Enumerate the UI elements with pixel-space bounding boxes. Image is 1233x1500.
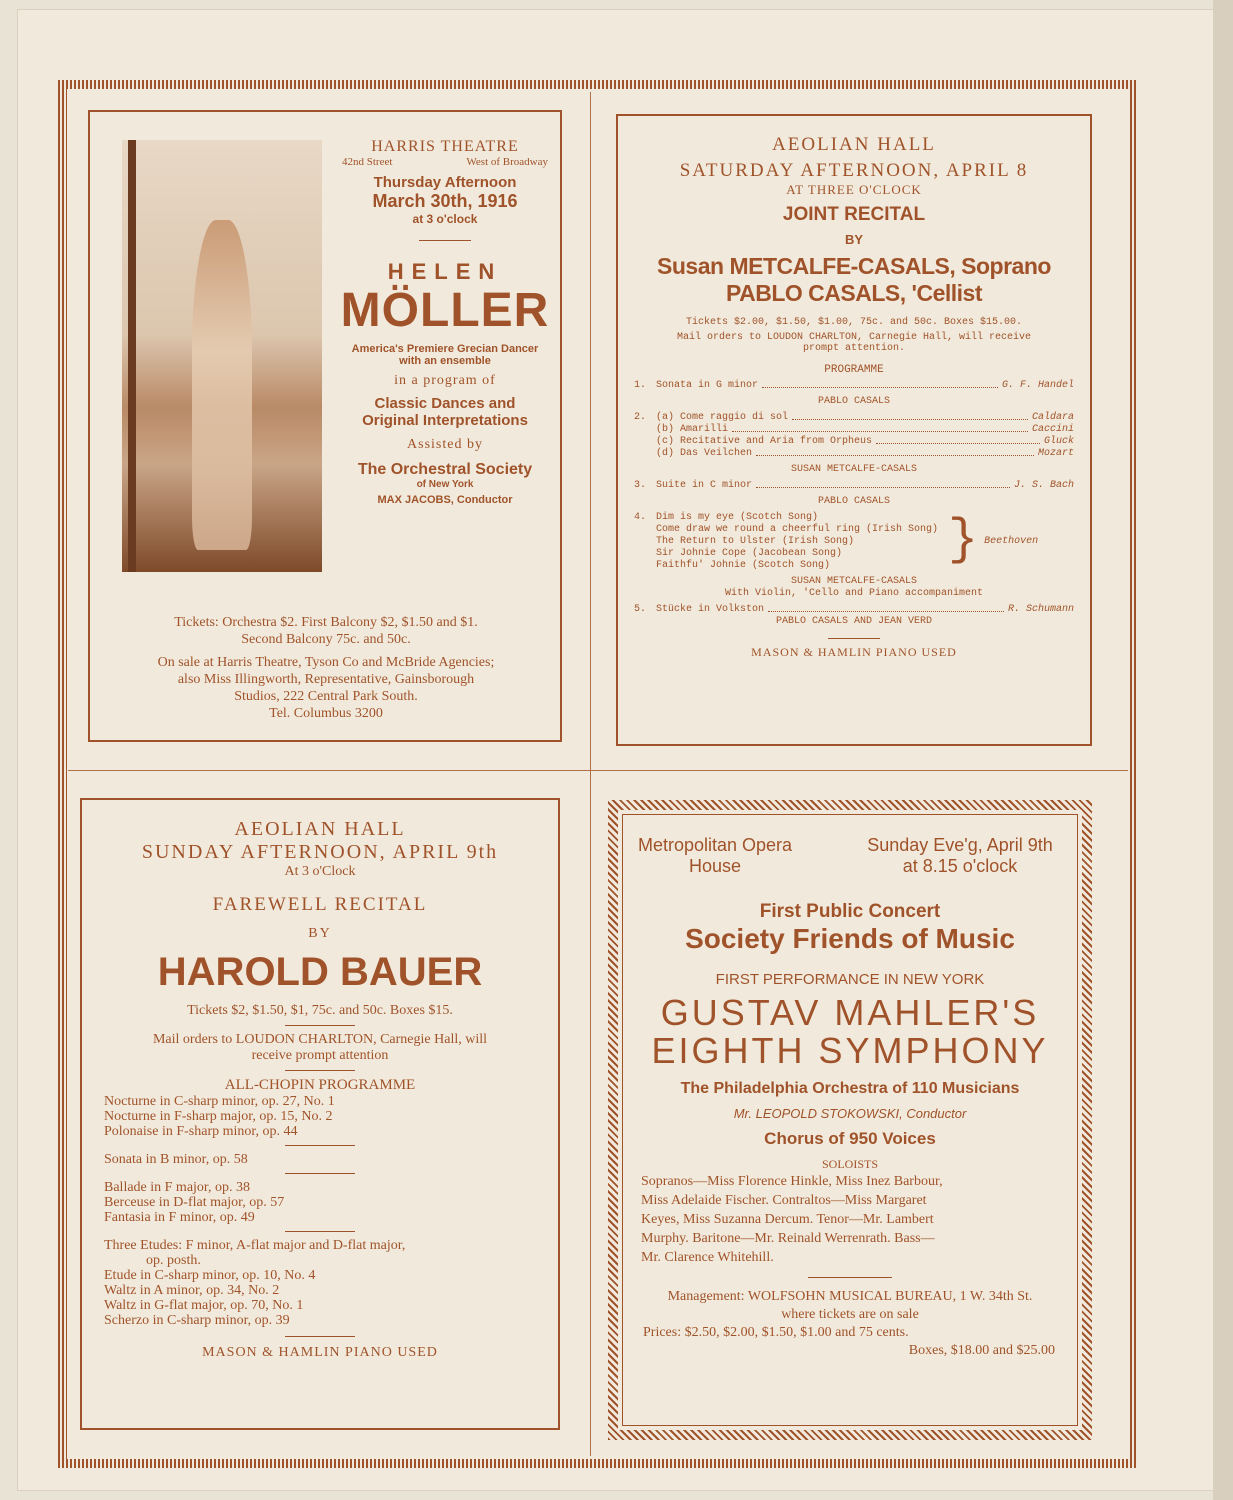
programme-item: Etude in C-sharp minor, op. 10, No. 4 (104, 1268, 316, 1283)
rule (285, 1231, 355, 1232)
programme-item: Fantasia in F minor, op. 49 (104, 1210, 255, 1225)
vertical-divider (590, 92, 591, 1456)
horizontal-divider (68, 770, 1128, 771)
conductor: Mr. LEOPOLD STOKOWSKI, Conductor (733, 1106, 967, 1121)
box-prices: Boxes, $18.00 and $25.00 (908, 1343, 1055, 1358)
sale-line-3: Studios, 222 Central Park South. (234, 689, 418, 704)
sale-line-2: also Miss Illingworth, Representative, Gainsborough (177, 672, 475, 687)
item-number: 1. (634, 380, 647, 391)
mail-orders-1: Mail orders to LOUDON CHARLTON, Carnegie Hall, will receive (676, 332, 1032, 343)
first-performance: FIRST PERFORMANCE IN NEW YORK (715, 971, 985, 988)
bauer-ad (80, 798, 560, 1430)
rule (285, 1025, 355, 1026)
piano-note: MASON & HAMLIN PIANO USED (202, 1345, 438, 1360)
item-composer: Beethoven (984, 536, 1039, 547)
venue-line-1: Metropolitan Opera (637, 835, 793, 855)
tickets: Tickets $2, $1.50, $1, 75c. and 50c. Boxes $15. (187, 1003, 453, 1018)
mail-orders-2: receive prompt attention (251, 1048, 389, 1063)
orchestra: The Philadelphia Orchestra of 110 Musicians (680, 1080, 1020, 1097)
date-line-2: at 8.15 o'clock (902, 856, 1018, 876)
item-title: Suite in C minor (656, 480, 753, 491)
item-number: 3. (634, 480, 647, 491)
orchestral-society: The Orchestral Society (357, 461, 533, 478)
venue (635, 835, 795, 877)
rule (808, 1277, 892, 1278)
brace-icon: } (948, 512, 979, 569)
item-composer: G. F. Handel (1001, 380, 1074, 391)
venue-line-2: House (688, 856, 742, 876)
mahler-ad (608, 800, 1092, 1440)
item-composer: Caccini (1031, 424, 1074, 435)
programme-list (634, 380, 1074, 628)
event-time: at 3 o'clock (412, 212, 478, 226)
dancer-photo (122, 140, 322, 572)
performer-label: PABLO CASALS AND JEAN VERD (775, 616, 933, 627)
performer-label: SUSAN METCALFE-CASALS (790, 576, 918, 587)
event-date (855, 835, 1065, 877)
event-day: SATURDAY AFTERNOON, APRIL 8 (679, 160, 1029, 181)
song: Faithfu' Johnie (Scotch Song) (656, 560, 831, 571)
conductor: MAX JACOBS, Conductor (377, 494, 513, 506)
rule (419, 240, 471, 241)
date-line-1: Sunday Eve'g, April 9th (867, 835, 1053, 855)
programme-item (634, 380, 1074, 392)
management (635, 1288, 1065, 1360)
soloists-line: Mr. Clarence Whitehill. (641, 1250, 774, 1265)
society-name: Society Friends of Music (685, 923, 1015, 954)
song-group (634, 512, 1074, 572)
street: 42nd Street (342, 156, 393, 168)
song: Dim is my eye (Scotch Song) (656, 512, 819, 523)
event-time: At 3 o'Clock (284, 864, 356, 879)
recital-type: JOINT RECITAL (782, 204, 926, 225)
soloists-line: Miss Adelaide Fischer. Contraltos—Miss Margaret (641, 1193, 927, 1208)
item-composer: Gluck (1043, 436, 1074, 447)
programme-item: Waltz in G-flat major, op. 70, No. 1 (104, 1298, 304, 1313)
item-title: (c) Recitative and Aria from Orpheus (656, 436, 873, 447)
management-line-1: Management: WOLFSOHN MUSICAL BUREAU, 1 W. 34th St. (667, 1289, 1033, 1304)
item-composer: Mozart (1037, 448, 1074, 459)
programme-item: Three Etudes: F minor, A-flat major and D-flat major, (104, 1238, 406, 1253)
soloists-line: Keyes, Miss Suzanna Dercum. Tenor—Mr. Lambert (641, 1212, 934, 1227)
prices: Prices: $2.50, $2.00, $1.50, $1.00 and 75 cents. (643, 1325, 909, 1340)
programme-item (634, 448, 1074, 460)
programme-item (634, 604, 1074, 616)
tree-silhouette (128, 140, 136, 572)
programme-item: op. posth. (146, 1253, 201, 1268)
item-title: Stücke in Volkston (656, 604, 765, 615)
programme-item (634, 480, 1074, 492)
accompaniment-note: With Violin, 'Cello and Piano accompaniment (724, 588, 984, 599)
moller-text (334, 138, 556, 506)
work-title-2: EIGHTH SYMPHONY (651, 1030, 1049, 1071)
programme-item: Berceuse in D-flat major, op. 57 (104, 1195, 285, 1210)
programme-item: Scherzo in C-sharp minor, op. 39 (104, 1313, 290, 1328)
tickets-line-2: Second Balcony 75c. and 50c. (241, 632, 411, 647)
item-title: (a) Come raggio di sol (656, 412, 789, 423)
rule (285, 1070, 355, 1071)
moller-footer (100, 614, 552, 722)
item-title: (b) Amarilli (656, 424, 729, 435)
artist-name: HAROLD BAUER (157, 950, 483, 994)
rule (828, 638, 880, 639)
casals-ad (616, 114, 1092, 746)
binding-gutter (1213, 0, 1233, 1500)
tickets: Tickets $2.00, $1.50, $1.00, 75c. and 50c. Boxes $15.00. (685, 317, 1023, 328)
theatre-address (334, 156, 556, 168)
recital-type: FAREWELL RECITAL (212, 894, 428, 915)
location: West of Broadway (466, 156, 548, 168)
soloists-line: Murphy. Baritone—Mr. Reinald Werrenrath. Bass— (641, 1231, 935, 1246)
programme-item: Sonata in B minor, op. 58 (104, 1152, 248, 1167)
concert-label: First Public Concert (759, 901, 941, 922)
by-label: BY (308, 926, 332, 941)
item-number: 4. (634, 512, 647, 523)
soloists-heading: SOLOISTS (821, 1157, 878, 1171)
programme-heading: PROGRAMME (824, 364, 884, 376)
item-title: (d) Das Veilchen (656, 448, 753, 459)
programme-item: Nocturne in C-sharp minor, op. 27, No. 1 (104, 1094, 335, 1109)
programme-item (634, 424, 1074, 436)
item-number: 5. (634, 604, 647, 615)
telephone: Tel. Columbus 3200 (269, 706, 383, 721)
item-title: Sonata in G minor (656, 380, 759, 391)
song: The Return to Ulster (Irish Song) (656, 536, 855, 547)
event-day: SUNDAY AFTERNOON, APRIL 9th (141, 841, 499, 863)
program-line-1: Classic Dances and (374, 395, 516, 412)
programme-list (104, 1094, 536, 1328)
sale-line-1: On sale at Harris Theatre, Tyson Co and McBride Agencies; (157, 655, 495, 670)
programme-heading: ALL-CHOPIN PROGRAMME (224, 1077, 416, 1093)
tagline-ensemble: with an ensemble (399, 355, 491, 367)
by-label: BY (844, 232, 864, 247)
song-list (656, 512, 938, 572)
dancer-figure (192, 220, 252, 550)
programme-item: Waltz in A minor, op. 34, No. 2 (104, 1283, 280, 1298)
tickets-line-1: Tickets: Orchestra $2. First Balcony $2, $1.50 and $1. (174, 615, 478, 630)
event-time: AT THREE O'CLOCK (786, 182, 922, 197)
programme-item (634, 436, 1074, 448)
performer-label: SUSAN METCALFE-CASALS (790, 464, 918, 475)
hall-name: AEOLIAN HALL (772, 134, 936, 155)
header-row (635, 835, 1065, 877)
management-line-2: where tickets are on sale (781, 1307, 919, 1322)
theatre-name: HARRIS THEATRE (371, 138, 519, 155)
hall-name: AEOLIAN HALL (234, 818, 406, 840)
item-composer: Caldara (1031, 412, 1074, 423)
program-intro: in a program of (394, 373, 496, 388)
programme-item: Nocturne in F-sharp major, op. 15, No. 2 (104, 1109, 333, 1124)
programme-item: Ballade in F major, op. 38 (104, 1180, 251, 1195)
chorus: Chorus of 950 Voices (764, 1129, 936, 1148)
program-line-2: Original Interpretations (362, 412, 528, 429)
programme-item: Polonaise in F-sharp minor, op. 44 (104, 1124, 298, 1139)
rule (285, 1336, 355, 1337)
assisted-by: Assisted by (407, 437, 483, 452)
item-number: 2. (634, 412, 647, 423)
mail-orders-1: Mail orders to LOUDON CHARLTON, Carnegie Hall, will (152, 1032, 488, 1047)
programme-item (634, 412, 1074, 424)
work-title-1: GUSTAV MAHLER'S (660, 992, 1040, 1033)
event-date: March 30th, 1916 (372, 191, 518, 211)
piano-note: MASON & HAMLIN PIANO USED (751, 645, 957, 659)
event-day: Thursday Afternoon (373, 174, 517, 191)
society-city: of New York (416, 479, 474, 490)
performer-last-name: MÖLLER (340, 284, 550, 337)
soloists-list (635, 1172, 1065, 1267)
song: Come draw we round a cheerful ring (Irish Song) (656, 524, 939, 535)
item-composer: J. S. Bach (1013, 480, 1074, 491)
mail-orders-2: prompt attention. (802, 343, 906, 354)
artist-soprano: Susan METCALFE-CASALS, Soprano (657, 253, 1051, 279)
mahler-inner (622, 814, 1078, 1426)
tagline: America's Premiere Grecian Dancer (351, 343, 539, 355)
soloists-line: Sopranos—Miss Florence Hinkle, Miss Inez Barbour, (641, 1174, 943, 1189)
performer-label: PABLO CASALS (817, 496, 890, 507)
item-composer: R. Schumann (1007, 604, 1074, 615)
song: Sir Johnie Cope (Jacobean Song) (656, 548, 843, 559)
performer-label: PABLO CASALS (817, 396, 890, 407)
rule (285, 1173, 355, 1174)
artist-cellist: PABLO CASALS, 'Cellist (725, 280, 982, 306)
performer-first-name: HELEN (387, 259, 503, 284)
rule (285, 1145, 355, 1146)
